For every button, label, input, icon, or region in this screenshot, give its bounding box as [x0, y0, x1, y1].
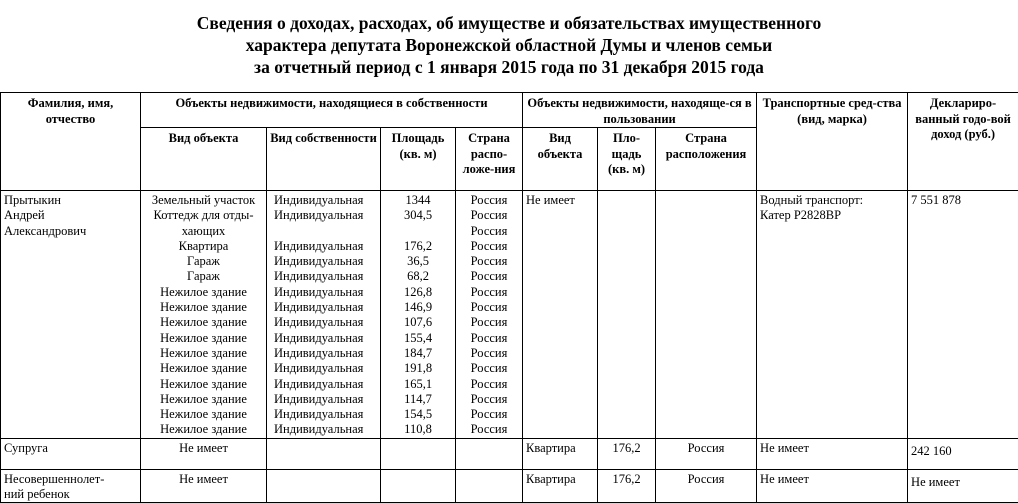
owned-object-type: Нежилое здание	[144, 346, 263, 361]
owned-ownership-type: Индивидуальная	[274, 239, 377, 254]
deputy-areas-cell	[381, 191, 456, 439]
deputy-name-line: Александрович	[4, 224, 137, 239]
owned-object-country: Россия	[459, 331, 519, 346]
child-name-line: Несовершеннолет-	[4, 472, 137, 487]
owned-object-type: Нежилое здание	[144, 361, 263, 376]
owned-object-country: Россия	[459, 193, 519, 208]
owned-ownership-type: Индивидуальная	[274, 208, 377, 223]
owned-ownership-type: Индивидуальная	[274, 285, 377, 300]
header-owned-ownership: Вид собственности	[267, 128, 381, 191]
owned-object-country: Россия	[459, 315, 519, 330]
deputy-name-line: Андрей	[4, 208, 137, 223]
header-used-country: Страна расположения	[656, 128, 757, 191]
owned-object-area: 1344	[384, 193, 452, 208]
owned-ownership-type	[274, 224, 377, 239]
owned-object-area: 36,5	[384, 254, 452, 269]
owned-ownership-type: Индивидуальная	[274, 377, 377, 392]
child-vehicles: Не имеет	[760, 472, 904, 487]
owned-object-area: 154,5	[384, 407, 452, 422]
owned-object-area: 304,5	[384, 208, 452, 223]
spouse-owned-type: Не имеет	[144, 441, 263, 456]
owned-ownership-type: Индивидуальная	[274, 361, 377, 376]
deputy-vehicle-line: Катер Р2828ВР	[760, 208, 904, 223]
child-used-type: Квартира	[526, 472, 594, 487]
spouse-vehicles-cell	[757, 438, 908, 469]
owned-object-type: Нежилое здание	[144, 377, 263, 392]
owned-object-type: Гараж	[144, 269, 263, 284]
owned-ownership-type: Индивидуальная	[274, 392, 377, 407]
child-income: Не имеет	[911, 475, 1015, 490]
deputy-used-type-cell	[523, 191, 598, 439]
header-owned-type: Вид объекта	[141, 128, 267, 191]
deputy-used-country-cell	[656, 191, 757, 439]
child-used-area: 176,2	[601, 472, 652, 487]
header-used-type: Вид объекта	[523, 128, 598, 191]
owned-object-area: 191,8	[384, 361, 452, 376]
owned-object-area: 155,4	[384, 331, 452, 346]
owned-ownership-type: Индивидуальная	[274, 315, 377, 330]
deputy-used-area	[601, 193, 652, 208]
deputy-vehicle-line: Водный транспорт:	[760, 193, 904, 208]
header-income: Деклариро-ванный годо-вой доход (руб.)	[908, 93, 1018, 191]
table-row-spouse	[1, 438, 1018, 469]
spouse-name-cell	[1, 438, 141, 469]
owned-object-area: 176,2	[384, 239, 452, 254]
owned-object-area: 107,6	[384, 315, 452, 330]
owned-object-type: Нежилое здание	[144, 422, 263, 437]
owned-object-area	[384, 224, 452, 239]
owned-object-country: Россия	[459, 208, 519, 223]
declaration-table	[0, 92, 1018, 503]
owned-object-area: 114,7	[384, 392, 452, 407]
spouse-income-cell	[908, 438, 1018, 469]
deputy-countries-cell	[456, 191, 523, 439]
owned-object-country: Россия	[459, 422, 519, 437]
owned-object-country: Россия	[459, 346, 519, 361]
spouse-vehicles: Не имеет	[760, 441, 904, 456]
deputy-used-country	[659, 193, 753, 208]
owned-object-type: Земельный участок	[144, 193, 263, 208]
deputy-vehicles-cell	[757, 191, 908, 439]
owned-ownership-type: Индивидуальная	[274, 269, 377, 284]
document-title	[0, 12, 1018, 78]
owned-object-type: Нежилое здание	[144, 392, 263, 407]
owned-object-country: Россия	[459, 254, 519, 269]
title-line-2: характера депутата Воронежской областной Думы и членов семьи	[0, 34, 1018, 56]
child-owned-type: Не имеет	[144, 472, 263, 487]
owned-object-type: Коттедж для отды-	[144, 208, 263, 223]
spouse-income: 242 160	[911, 444, 1015, 459]
spouse-area-cell	[381, 438, 456, 469]
owned-object-type: Нежилое здание	[144, 331, 263, 346]
owned-object-country: Россия	[459, 392, 519, 407]
header-owned-group: Объекты недвижимости, находящиеся в собственности	[141, 93, 523, 128]
owned-object-country: Россия	[459, 377, 519, 392]
owned-object-type: хающих	[144, 224, 263, 239]
title-line-3: за отчетный период с 1 января 2015 года по 31 декабря 2015 года	[0, 56, 1018, 78]
owned-object-type: Нежилое здание	[144, 300, 263, 315]
owned-object-country: Россия	[459, 407, 519, 422]
header-owned-country: Страна распо-ложе-ния	[456, 128, 523, 191]
header-used-group: Объекты недвижимости, находяще-ся в пользовании	[523, 93, 757, 128]
spouse-used-country-cell	[656, 438, 757, 469]
owned-object-area: 146,9	[384, 300, 452, 315]
owned-ownership-type: Индивидуальная	[274, 422, 377, 437]
owned-object-type: Нежилое здание	[144, 285, 263, 300]
owned-object-area: 184,7	[384, 346, 452, 361]
header-owned-area: Площадь (кв. м)	[381, 128, 456, 191]
spouse-used-type: Квартира	[526, 441, 594, 456]
owned-object-country: Россия	[459, 224, 519, 239]
header-vehicles: Транспортные сред-ства (вид, марка)	[757, 93, 908, 191]
spouse-used-area-cell	[598, 438, 656, 469]
owned-ownership-type: Индивидуальная	[274, 193, 377, 208]
spouse-used-type-cell	[523, 438, 598, 469]
owned-object-area: 68,2	[384, 269, 452, 284]
spouse-owned-type-cell	[141, 438, 267, 469]
owned-object-type: Гараж	[144, 254, 263, 269]
owned-ownership-type: Индивидуальная	[274, 300, 377, 315]
deputy-used-type: Не имеет	[526, 193, 594, 208]
header-name: Фамилия, имя, отчество	[1, 93, 141, 191]
table-row-deputy	[1, 191, 1018, 439]
deputy-used-area-cell	[598, 191, 656, 439]
owned-ownership-type: Индивидуальная	[274, 346, 377, 361]
owned-object-type: Нежилое здание	[144, 407, 263, 422]
owned-object-country: Россия	[459, 239, 519, 254]
owned-ownership-type: Индивидуальная	[274, 331, 377, 346]
owned-object-area: 165,1	[384, 377, 452, 392]
owned-object-country: Россия	[459, 285, 519, 300]
spouse-country-cell	[456, 438, 523, 469]
owned-ownership-type: Индивидуальная	[274, 407, 377, 422]
owned-object-type: Нежилое здание	[144, 315, 263, 330]
owned-object-area: 110,8	[384, 422, 452, 437]
owned-object-country: Россия	[459, 300, 519, 315]
deputy-owned-types-cell	[141, 191, 267, 439]
deputy-name-cell	[1, 191, 141, 439]
deputy-name-line: Прытыкин	[4, 193, 137, 208]
owned-object-area: 126,8	[384, 285, 452, 300]
owned-object-country: Россия	[459, 269, 519, 284]
owned-object-country: Россия	[459, 361, 519, 376]
title-line-1: Сведения о доходах, расходах, об имуществе и обязательствах имущественного	[0, 12, 1018, 34]
child-used-country: Россия	[659, 472, 753, 487]
spouse-used-country: Россия	[659, 441, 753, 456]
deputy-income-cell	[908, 191, 1018, 439]
spouse-used-area: 176,2	[601, 441, 652, 456]
deputy-income: 7 551 878	[911, 193, 1015, 208]
child-name-line: ний ребенок	[4, 487, 137, 502]
spouse-name: Супруга	[4, 441, 137, 456]
owned-object-type: Квартира	[144, 239, 263, 254]
owned-ownership-type: Индивидуальная	[274, 254, 377, 269]
deputy-ownership-cell	[267, 191, 381, 439]
spouse-ownership-cell	[267, 438, 381, 469]
header-used-area: Пло-щадь (кв. м)	[598, 128, 656, 191]
